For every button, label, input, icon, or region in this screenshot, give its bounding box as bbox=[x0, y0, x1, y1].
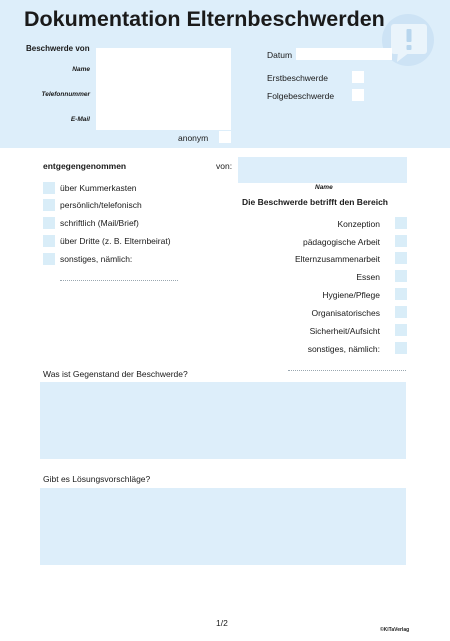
area-essen-label: Essen bbox=[356, 272, 380, 282]
erstbeschwerde-label: Erstbeschwerde bbox=[267, 73, 328, 83]
option-dritte-label: über Dritte (z. B. Elternbeirat) bbox=[60, 236, 171, 246]
area-sonstiges-checkbox[interactable] bbox=[395, 342, 407, 354]
option-schriftlich-checkbox[interactable] bbox=[43, 217, 55, 229]
anonym-checkbox[interactable] bbox=[219, 131, 231, 143]
option-persoenlich-checkbox[interactable] bbox=[43, 199, 55, 211]
area-sonstiges-label: sonstiges, nämlich: bbox=[307, 344, 380, 354]
area-organisatorisches-checkbox[interactable] bbox=[395, 306, 407, 318]
option-dritte-checkbox[interactable] bbox=[43, 235, 55, 247]
solutions-textarea[interactable] bbox=[40, 488, 406, 565]
option-kummerkasten-label: über Kummerkasten bbox=[60, 183, 137, 193]
area-paedagogik-label: pädagogische Arbeit bbox=[302, 237, 380, 247]
area-organisatorisches-label: Organisatorisches bbox=[311, 308, 380, 318]
option-schriftlich-label: schriftlich (Mail/Brief) bbox=[60, 218, 139, 228]
subject-question: Was ist Gegenstand der Beschwerde? bbox=[43, 369, 188, 379]
phone-label: Telefonnummer bbox=[41, 91, 90, 98]
name-label: Name bbox=[72, 66, 90, 73]
received-by-field[interactable] bbox=[238, 157, 407, 183]
area-sicherheit-label: Sicherheit/Aufsicht bbox=[309, 326, 380, 336]
footer-brand: ©KiTaVerlag bbox=[380, 627, 410, 633]
erstbeschwerde-checkbox[interactable] bbox=[352, 71, 364, 83]
area-konzeption-label: Konzeption bbox=[337, 219, 380, 229]
subject-textarea[interactable] bbox=[40, 382, 406, 459]
area-elternzusammenarbeit-checkbox[interactable] bbox=[395, 252, 407, 264]
page-title: Dokumentation Elternbeschwerden bbox=[24, 7, 385, 31]
datum-field[interactable] bbox=[296, 48, 392, 60]
option-sonstiges-label: sonstiges, nämlich: bbox=[60, 254, 133, 264]
folgebeschwerde-label: Folgebeschwerde bbox=[267, 91, 335, 101]
folgebeschwerde-checkbox[interactable] bbox=[352, 89, 364, 101]
area-title: Die Beschwerde betrifft den Bereich bbox=[242, 197, 388, 207]
received-name-caption: Name bbox=[315, 184, 333, 191]
received-title: entgegengenommen bbox=[43, 161, 127, 171]
anonym-label: anonym bbox=[178, 133, 209, 143]
datum-label: Datum bbox=[267, 50, 293, 60]
page-number: 1/2 bbox=[216, 618, 228, 628]
received-other-line[interactable] bbox=[60, 280, 178, 281]
complaint-bubble-icon bbox=[380, 2, 444, 79]
option-sonstiges-checkbox[interactable] bbox=[43, 253, 55, 265]
beschwerde-von-label: Beschwerde von bbox=[26, 44, 90, 53]
area-sicherheit-checkbox[interactable] bbox=[395, 324, 407, 336]
area-other-line[interactable] bbox=[288, 370, 406, 371]
area-paedagogik-checkbox[interactable] bbox=[395, 235, 407, 247]
option-persoenlich-label: persönlich/telefonisch bbox=[60, 200, 142, 210]
area-konzeption-checkbox[interactable] bbox=[395, 217, 407, 229]
von-label: von: bbox=[216, 161, 233, 171]
area-hygiene-checkbox[interactable] bbox=[395, 288, 407, 300]
contact-field[interactable] bbox=[96, 48, 231, 130]
area-hygiene-label: Hygiene/Pflege bbox=[322, 290, 380, 300]
area-elternzusammenarbeit-label: Elternzusammenarbeit bbox=[294, 254, 380, 264]
option-kummerkasten-checkbox[interactable] bbox=[43, 182, 55, 194]
solutions-question: Gibt es Lösungsvorschläge? bbox=[43, 474, 151, 484]
email-label: E-Mail bbox=[70, 116, 90, 123]
area-essen-checkbox[interactable] bbox=[395, 270, 407, 282]
